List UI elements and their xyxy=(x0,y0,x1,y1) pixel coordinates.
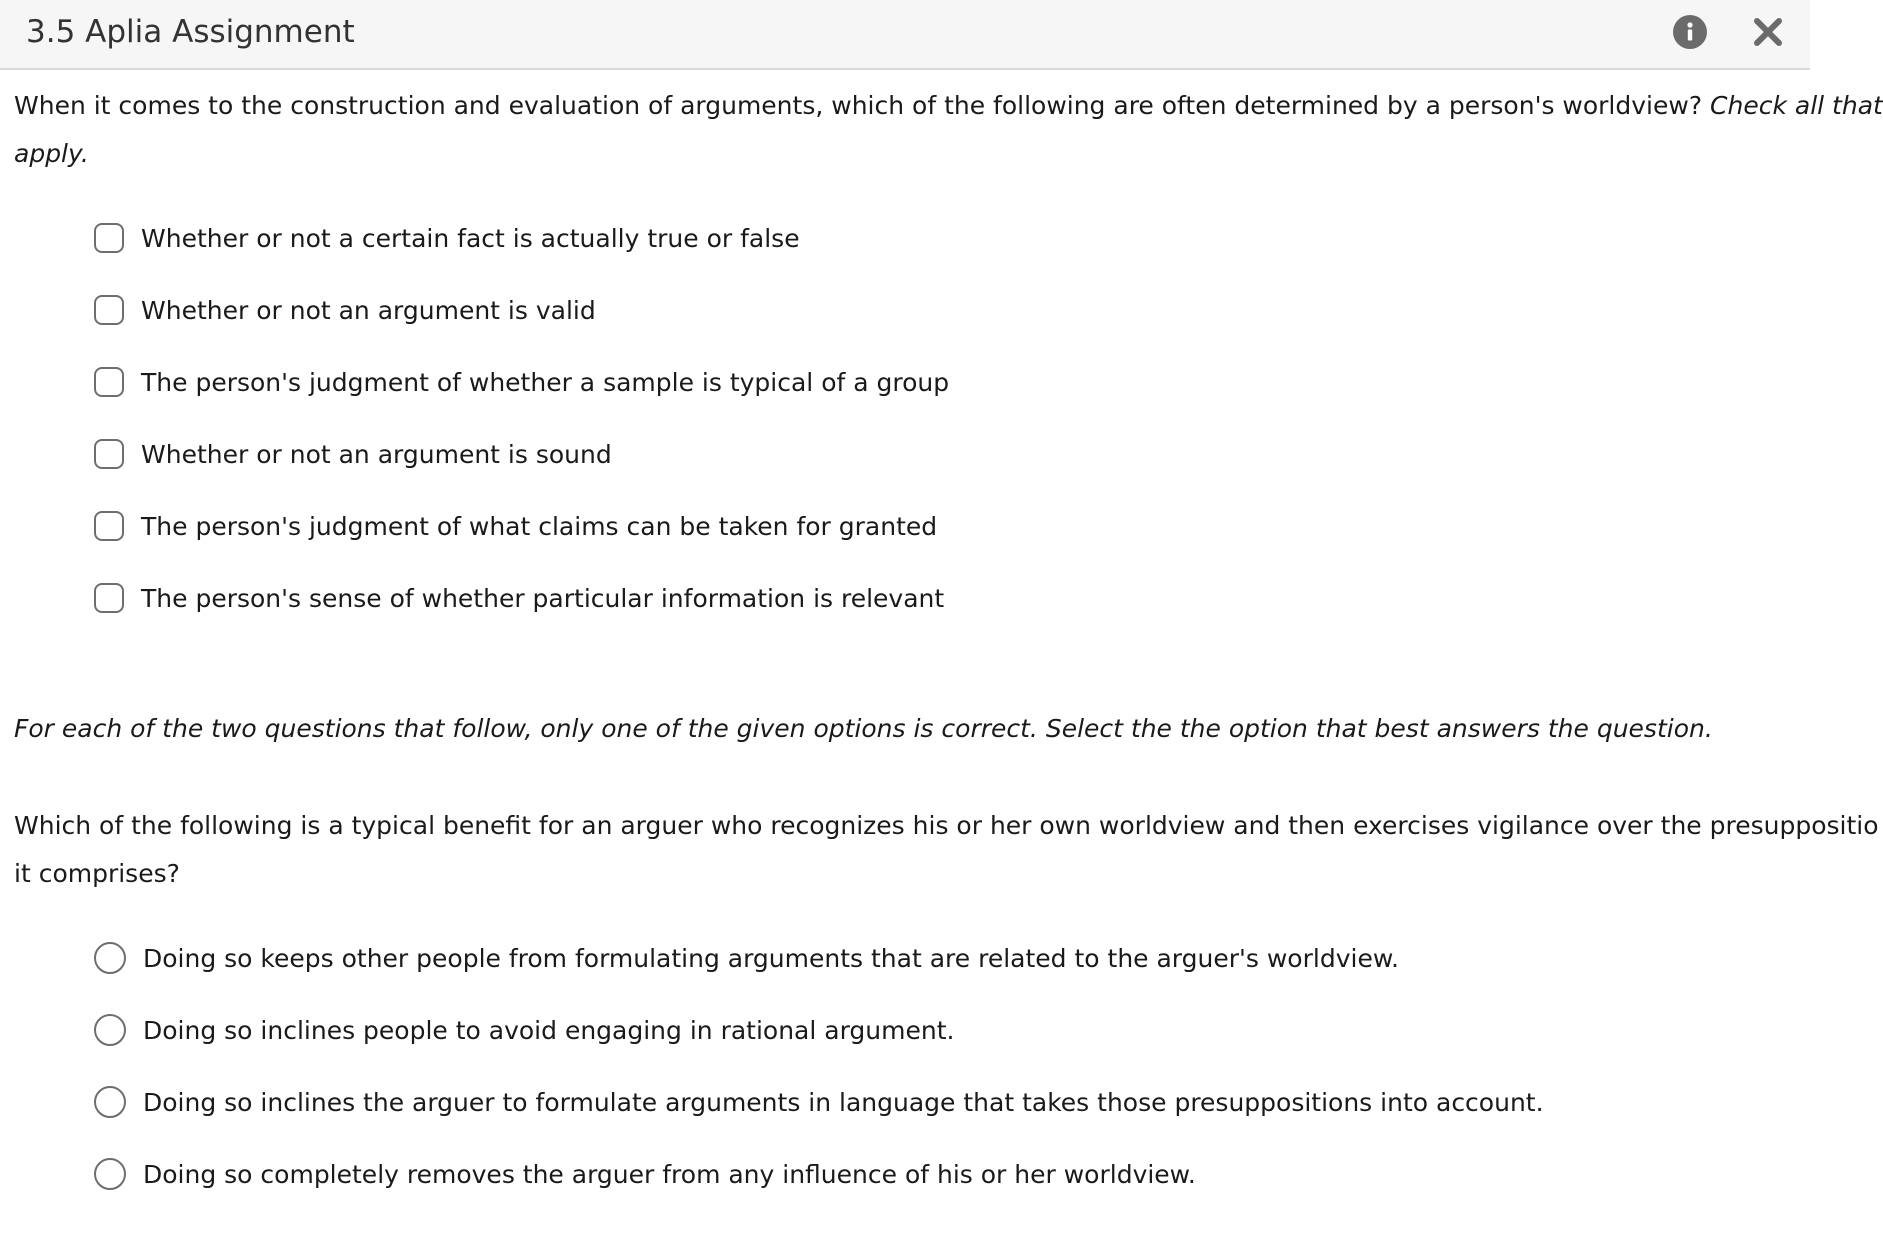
radio-button[interactable] xyxy=(94,1158,126,1190)
radio-button[interactable] xyxy=(94,942,126,974)
radio-button[interactable] xyxy=(94,1014,126,1046)
question1-instruction: Check all that xyxy=(1710,91,1883,120)
q1-option-2[interactable] xyxy=(94,290,596,330)
section-instruction: For each of the two questions that follow, only one of the given options is correct. Select the the option that best answers the question. xyxy=(14,714,1713,743)
assignment-titlebar xyxy=(0,0,1810,70)
q2-option-label: Doing so inclines the arguer to formulate arguments in language that takes those presuppositions into account. xyxy=(143,1087,1544,1117)
info-icon[interactable] xyxy=(1673,15,1707,49)
q1-option-1[interactable] xyxy=(94,218,800,258)
question1-prompt: When it comes to the construction and evaluation of arguments, which of the following are often determined by a person's worldview? xyxy=(14,91,1711,120)
q1-option-4[interactable] xyxy=(94,434,612,474)
assignment-content xyxy=(14,70,1883,1248)
q2-option-label: Doing so inclines people to avoid engaging in rational argument. xyxy=(143,1015,955,1045)
checkbox[interactable] xyxy=(94,367,124,397)
q2-option-4[interactable] xyxy=(94,1154,1196,1194)
checkbox[interactable] xyxy=(94,295,124,325)
q1-option-label: Whether or not a certain fact is actually true or false xyxy=(141,223,800,253)
question1-instruction-cont: apply. xyxy=(14,139,89,168)
q1-option-label: The person's sense of whether particular information is relevant xyxy=(141,583,945,613)
q2-option-3[interactable] xyxy=(94,1082,1544,1122)
q1-option-6[interactable] xyxy=(94,578,944,618)
q2-option-label: Doing so completely removes the arguer from any influence of his or her worldview. xyxy=(143,1159,1196,1189)
q2-option-2[interactable] xyxy=(94,1010,954,1050)
q2-option-label: Doing so keeps other people from formulating arguments that are related to the arguer's worldview. xyxy=(143,943,1399,973)
q1-option-label: Whether or not an argument is sound xyxy=(141,439,612,469)
checkbox[interactable] xyxy=(94,583,124,613)
q1-option-label: Whether or not an argument is valid xyxy=(141,295,596,325)
q1-option-3[interactable] xyxy=(94,362,949,402)
question1-text-cont xyxy=(14,130,89,178)
question1-text xyxy=(14,82,1883,130)
q2-option-1[interactable] xyxy=(94,938,1399,978)
radio-button[interactable] xyxy=(94,1086,126,1118)
question2-text-line2: it comprises? xyxy=(14,859,180,888)
checkbox[interactable] xyxy=(94,511,124,541)
q1-option-label: The person's judgment of what claims can be taken for granted xyxy=(141,511,938,541)
q1-option-5[interactable] xyxy=(94,506,937,546)
q1-option-label: The person's judgment of whether a sample is typical of a group xyxy=(141,367,950,397)
close-icon[interactable] xyxy=(1750,14,1786,50)
checkbox[interactable] xyxy=(94,439,124,469)
assignment-title: 3.5 Aplia Assignment xyxy=(26,14,355,50)
question2-text-line1: Which of the following is a typical benefit for an arguer who recognizes his or her own worldview and then exercises vigilance over the presuppositio xyxy=(14,811,1879,840)
checkbox[interactable] xyxy=(94,223,124,253)
